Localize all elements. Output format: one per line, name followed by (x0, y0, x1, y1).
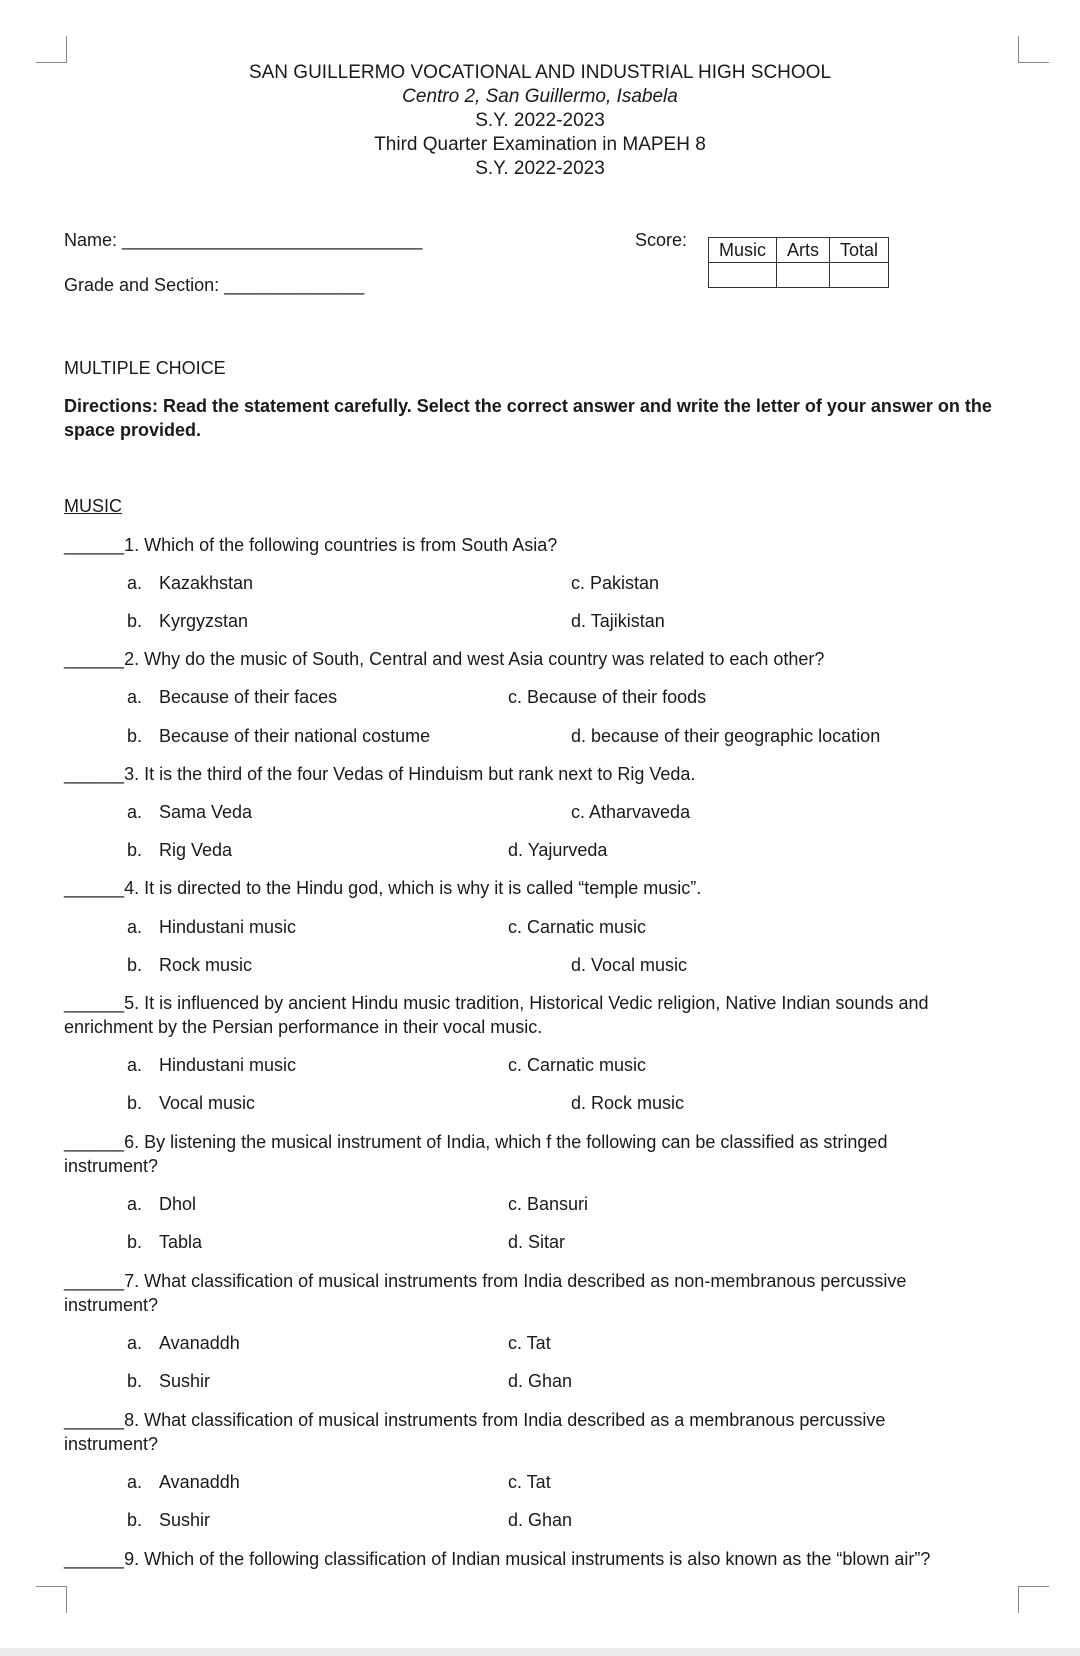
q3-option-a: a. Sama Veda (127, 802, 253, 822)
school-year: S.Y. 2022-2023 (475, 110, 605, 131)
q5-option-d: d. Rock music (571, 1093, 685, 1113)
score-table (708, 237, 889, 288)
name-field-label: Name: ______________________________ (64, 230, 423, 250)
crop-mark-top-right (1018, 36, 1049, 63)
question-3: ______3. It is the third of the four Vedas of Hinduism but rank next to Rig Veda. (64, 764, 696, 784)
score-cell-music (709, 263, 777, 288)
score-header-music: Music (709, 238, 777, 263)
question-8-line-1: ______8. What classification of musical instruments from India described as a membranous percussive (64, 1410, 886, 1430)
q5-option-c: c. Carnatic music (508, 1055, 647, 1075)
question-5-line-1: ______5. It is influenced by ancient Hindu music tradition, Historical Vedic religion, Native Indian sounds and (64, 993, 929, 1013)
q8-option-d: d. Ghan (508, 1510, 573, 1530)
q6-option-b: b. Tabla (127, 1232, 203, 1252)
question-2: ______2. Why do the music of South, Central and west Asia country was related to each other? (64, 649, 825, 669)
question-6-line-2: instrument? (64, 1156, 159, 1176)
question-4: ______4. It is directed to the Hindu god, which is why it is called “temple music”. (64, 878, 702, 898)
q2-option-d: d. because of their geographic location (571, 726, 881, 746)
q7-option-b: b. Sushir (127, 1371, 211, 1391)
q8-option-c: c. Tat (508, 1472, 551, 1492)
q3-option-c: c. Atharvaveda (571, 802, 691, 822)
q1-option-c: c. Pakistan (571, 573, 660, 593)
q1-option-d: d. Tajikistan (571, 611, 665, 631)
q7-option-d: d. Ghan (508, 1371, 573, 1391)
q4-option-d: d. Vocal music (571, 955, 688, 975)
q6-option-a: a. Dhol (127, 1194, 197, 1214)
school-name: SAN GUILLERMO VOCATIONAL AND INDUSTRIAL HIGH SCHOOL (248, 62, 832, 83)
question-8-line-2: instrument? (64, 1434, 159, 1454)
score-cell-total (830, 263, 889, 288)
q6-option-c: c. Bansuri (508, 1194, 589, 1214)
subject-heading: MUSIC (64, 496, 122, 516)
score-header-arts: Arts (777, 238, 830, 263)
question-6-line-1: ______6. By listening the musical instrument of India, which f the following can be classified as stringed (64, 1132, 888, 1152)
directions-line-1: Directions: Read the statement carefully. Select the correct answer and write the letter of your answer on the (64, 396, 992, 416)
q2-option-b: b. Because of their national costume (127, 726, 431, 746)
q3-option-b: b. Rig Veda (127, 840, 233, 860)
score-header-total: Total (830, 238, 889, 263)
question-5-line-2: enrichment by the Persian performance in their vocal music. (64, 1017, 543, 1037)
q1-option-b: b. Kyrgyzstan (127, 611, 249, 631)
q7-option-a: a. Avanaddh (127, 1333, 240, 1353)
grade-section-label: Grade and Section: ______________ (64, 275, 365, 295)
crop-mark-bottom-right (1018, 1586, 1049, 1613)
q1-option-a: a. Kazakhstan (127, 573, 254, 593)
crop-mark-top-left (36, 36, 67, 63)
q2-option-a: a. Because of their faces (127, 687, 338, 707)
score-label: Score: (635, 230, 688, 250)
school-address: Centro 2, San Guillermo, Isabela (402, 86, 678, 107)
q3-option-d: d. Yajurveda (508, 840, 608, 860)
question-9: ______9. Which of the following classification of Indian musical instruments is also known as the “blown air”? (64, 1549, 931, 1569)
directions-line-2: space provided. (64, 420, 202, 440)
question-7-line-1: ______7. What classification of musical instruments from India described as non-membranous percussive (64, 1271, 907, 1291)
q4-option-a: a. Hindustani music (127, 917, 297, 937)
q7-option-c: c. Tat (508, 1333, 551, 1353)
section-label: MULTIPLE CHOICE (64, 358, 226, 378)
exam-title: Third Quarter Examination in MAPEH 8 (374, 134, 706, 155)
q6-option-d: d. Sitar (508, 1232, 566, 1252)
q8-option-b: b. Sushir (127, 1510, 211, 1530)
question-7-line-2: instrument? (64, 1295, 159, 1315)
crop-mark-bottom-left (36, 1586, 67, 1613)
score-cell-arts (777, 263, 830, 288)
q4-option-b: b. Rock music (127, 955, 253, 975)
q4-option-c: c. Carnatic music (508, 917, 647, 937)
q2-option-c: c. Because of their foods (508, 687, 707, 707)
question-1: ______1. Which of the following countries is from South Asia? (64, 535, 558, 555)
q5-option-a: a. Hindustani music (127, 1055, 297, 1075)
school-year-2: S.Y. 2022-2023 (475, 158, 605, 179)
q5-option-b: b. Vocal music (127, 1093, 256, 1113)
q8-option-a: a. Avanaddh (127, 1472, 240, 1492)
